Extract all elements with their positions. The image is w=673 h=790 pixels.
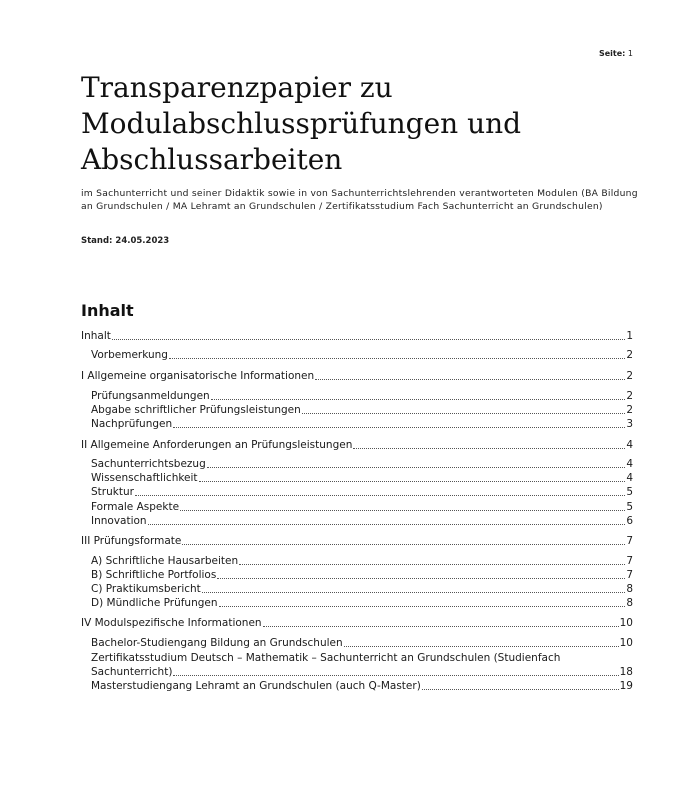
toc-entry-text[interactable]: Struktur [91,486,134,498]
toc-entry-page: 1 [626,330,633,342]
toc-leader [135,495,625,496]
toc-entry-page: 8 [626,583,633,595]
toc-entry-page: 3 [626,418,633,430]
toc-entry-text[interactable]: C) Praktikumsbericht [91,583,201,595]
toc-entry-page: 10 [619,617,633,629]
toc-leader [199,481,626,482]
toc-entry-page: 2 [626,370,633,382]
toc-entry-page: 7 [626,535,633,547]
toc-entry-page: 5 [626,501,633,513]
toc-heading: Inhalt [81,301,134,320]
toc-leader [217,578,625,579]
toc-entry[interactable] [91,665,633,679]
toc-leader [180,510,625,511]
toc-leader [173,675,618,676]
page-number-header [599,49,633,58]
toc-leader [182,544,625,545]
toc-leader [239,564,625,565]
toc-entry[interactable] [91,514,633,528]
toc-entry-text[interactable]: Bachelor-Studiengang Bildung an Grundschulen [91,637,343,649]
toc-entry[interactable] [91,417,633,431]
toc-entry-text-line1[interactable]: Zertifikatsstudium Deutsch – Mathematik – Sachunterricht an Grundschulen (Studienfach [91,652,561,664]
toc-entry-page: 7 [626,555,633,567]
toc-entry-page: 4 [626,458,633,470]
toc-entry-text[interactable]: A) Schriftliche Hausarbeiten [91,555,239,567]
toc-leader [112,339,625,340]
document-title: Transparenzpapier zu Modulabschlussprüfungen und Abschlussarbeiten [81,71,522,176]
toc-entry-text[interactable]: Innovation [91,515,147,527]
toc-entry-text-line2[interactable]: Sachunterricht) [91,666,173,678]
toc-entry-page: 19 [619,680,633,692]
page-number: 1 [627,49,633,58]
toc-entry-page: 4 [626,472,633,484]
toc-entry-page: 18 [619,666,633,678]
toc-entry[interactable] [81,616,633,630]
toc-leader [353,448,625,449]
toc-entry[interactable] [81,438,633,452]
toc-entry[interactable] [91,457,633,471]
toc-entry-text[interactable]: Masterstudiengang Lehramt an Grundschulen (auch Q-Master) [91,680,421,692]
toc-entry[interactable] [91,471,633,485]
toc-entry[interactable] [81,534,633,548]
toc-entry-text[interactable]: Wissenschaftlichkeit [91,472,198,484]
toc-entry-text[interactable]: D) Mündliche Prüfungen [91,597,218,609]
toc-entry[interactable] [91,348,633,362]
toc-entry-text[interactable]: B) Schriftliche Portfolios [91,569,217,581]
toc-leader [344,646,619,647]
toc-entry-page: 6 [626,515,633,527]
toc-entry-page: 5 [626,486,633,498]
toc-entry-page: 10 [619,637,633,649]
toc-entry-text[interactable]: IV Modulspezifische Informationen [81,617,262,629]
toc-entry-page: 4 [626,439,633,451]
toc-leader [207,467,626,468]
document-subtitle: im Sachunterricht und seiner Didaktik sowie in von Sachunterrichtslehrenden verantworteten Modulen (BA Bildung an Grundschulen / MA Lehramt an Grundschulen / Zertifikatsstudium Fach Sachunterricht an Grundschulen) [81,188,638,212]
toc-entry[interactable] [91,389,633,403]
toc-entry-page: 7 [626,569,633,581]
toc-entry[interactable] [91,596,633,610]
toc-leader [422,689,619,690]
toc-entry[interactable] [91,500,633,514]
toc-entry-page: 8 [626,597,633,609]
toc-entry-text[interactable]: Vorbemerkung [91,349,168,361]
toc-entry-text[interactable]: Prüfungsanmeldungen [91,390,210,402]
toc-entry-page: 2 [626,404,633,416]
toc-entry-text[interactable]: Sachunterrichtsbezug [91,458,206,470]
toc-leader [173,427,625,428]
toc-leader [211,399,626,400]
toc-entry-text[interactable]: I Allgemeine organisatorische Informationen [81,370,315,382]
toc-entry[interactable] [81,369,633,383]
page-label: Seite: [598,49,626,58]
toc-entry[interactable] [91,403,633,417]
toc-leader [148,524,626,525]
toc-entry[interactable] [91,636,633,650]
toc-entry[interactable] [91,554,633,568]
toc-entry[interactable] [91,582,633,596]
toc-leader [219,606,626,607]
toc-entry-page: 2 [626,349,633,361]
document-date: Stand: 24.05.2023 [81,236,170,246]
toc-leader [169,358,625,359]
toc-leader [202,592,626,593]
toc-leader [302,413,626,414]
toc-entry-page: 2 [626,390,633,402]
toc-entry[interactable] [91,485,633,499]
toc-entry-text[interactable]: Nachprüfungen [91,418,173,430]
toc-entry-text[interactable]: Abgabe schriftlicher Prüfungsleistungen [91,404,301,416]
toc-entry-text[interactable]: III Prüfungsformate [81,535,182,547]
toc-leader [315,379,625,380]
toc-entry[interactable] [81,329,633,343]
toc-leader [263,626,619,627]
toc-entry-text[interactable]: II Allgemeine Anforderungen an Prüfungsleistungen [81,439,353,451]
toc-entry[interactable] [91,679,633,693]
toc-entry-text[interactable]: Inhalt [81,330,111,342]
toc-entry[interactable] [91,568,633,582]
toc-entry-text[interactable]: Formale Aspekte [91,501,180,513]
